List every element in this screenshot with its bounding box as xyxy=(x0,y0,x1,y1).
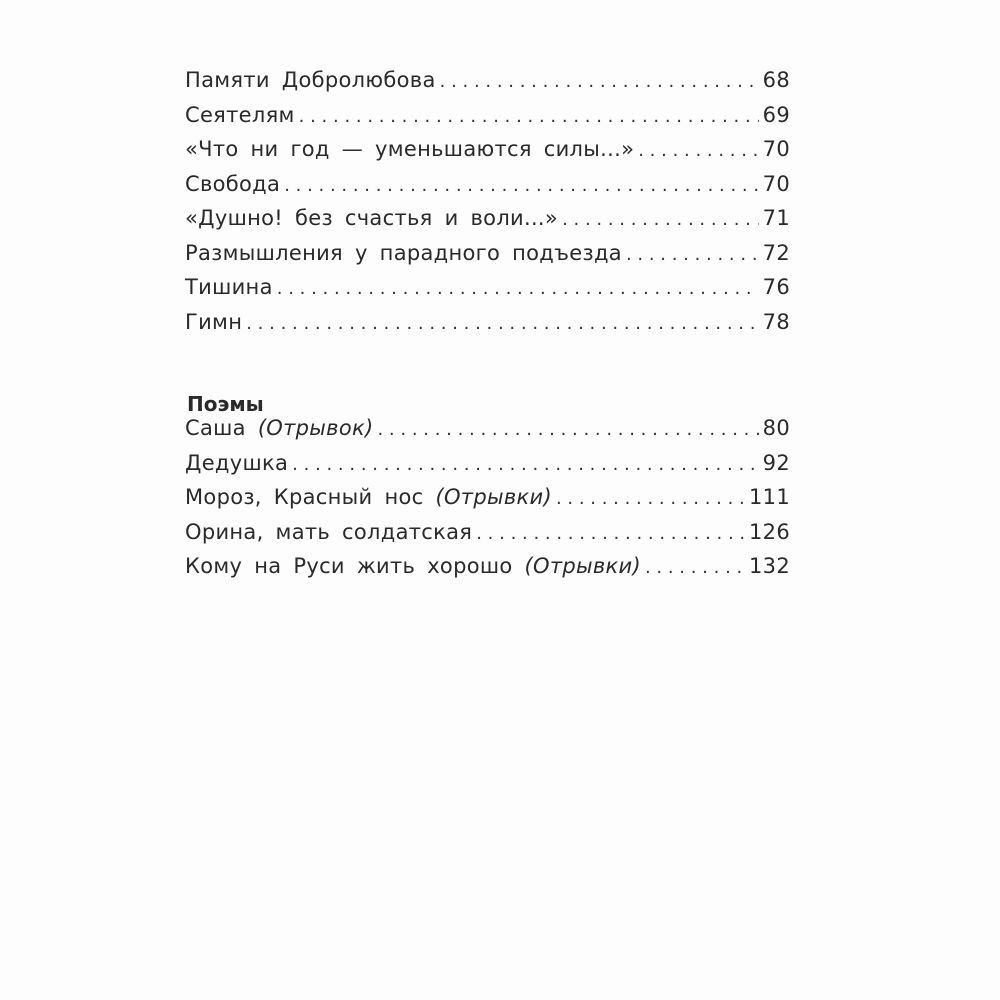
toc-entry-page: 111 xyxy=(749,485,790,509)
toc-entry-page: 76 xyxy=(762,275,790,299)
toc-entry xyxy=(185,103,790,138)
toc-entry xyxy=(185,275,790,310)
dot-leader xyxy=(562,206,759,230)
dot-leader xyxy=(377,416,758,440)
toc-entry xyxy=(185,451,790,486)
toc-entry-page: 126 xyxy=(749,519,790,544)
dot-leader xyxy=(246,310,758,334)
toc-entry-page: 70 xyxy=(762,137,790,161)
toc-entry xyxy=(185,310,790,345)
toc-entry xyxy=(185,520,790,555)
toc-entry-title: Гимн xyxy=(185,309,243,334)
toc-entry xyxy=(185,68,790,103)
dot-leader xyxy=(292,451,759,475)
toc-entry-page: 70 xyxy=(762,171,790,196)
section-spacer xyxy=(185,344,790,384)
dot-leader xyxy=(277,275,759,299)
dot-leader xyxy=(440,68,759,92)
toc-entry-title: «Душно! без счастья и воли...» xyxy=(185,206,559,230)
toc-entry-page: 132 xyxy=(749,554,790,578)
dot-leader xyxy=(638,137,758,161)
toc-entry-page: 78 xyxy=(762,309,790,334)
dot-leader xyxy=(645,554,745,578)
section-heading: Поэмы xyxy=(187,392,264,416)
toc-entry-title: Сеятелям xyxy=(185,102,295,127)
toc-entry xyxy=(185,172,790,207)
toc-entry-page: 69 xyxy=(762,102,790,127)
toc-entry-title: Саша (Отрывок) xyxy=(185,416,374,440)
toc-entry-title: «Что ни год — уменьшаются силы...» xyxy=(185,137,635,161)
toc-entry-title: Мороз, Красный нос (Отрывки) xyxy=(185,485,552,509)
dot-leader xyxy=(626,241,759,265)
toc-entry-note: (Отрывки) xyxy=(524,554,641,578)
toc-entry-title: Свобода xyxy=(185,171,281,196)
toc-entry-note: (Отрывки) xyxy=(435,485,552,509)
toc-entry-title: Кому на Руси жить хорошо (Отрывки) xyxy=(185,554,641,578)
toc-entry xyxy=(185,554,790,589)
toc-entry-title: Размышления у парадного подъезда xyxy=(185,240,622,265)
toc-entry-title: Тишина xyxy=(185,275,273,299)
toc-entry-page: 72 xyxy=(762,240,790,265)
toc-entry-page: 92 xyxy=(762,450,790,475)
dot-leader xyxy=(476,520,745,544)
dot-leader xyxy=(299,103,759,127)
toc-entry-page: 71 xyxy=(762,206,790,230)
dot-leader xyxy=(556,485,745,509)
toc-entry xyxy=(185,485,790,520)
toc-entry-page: 68 xyxy=(762,68,790,92)
toc-entry xyxy=(185,206,790,241)
toc-entry-title: Дедушка xyxy=(185,450,289,475)
toc-entry xyxy=(185,241,790,276)
toc-entry-page: 80 xyxy=(762,416,790,440)
toc-entry-title: Памяти Добролюбова xyxy=(185,68,436,92)
toc-entry xyxy=(185,416,790,451)
toc-entry-title: Орина, мать солдатская xyxy=(185,519,473,544)
table-of-contents xyxy=(185,68,790,589)
dot-leader xyxy=(284,172,758,196)
toc-entry-note: (Отрывок) xyxy=(257,416,374,440)
toc-entry xyxy=(185,137,790,172)
